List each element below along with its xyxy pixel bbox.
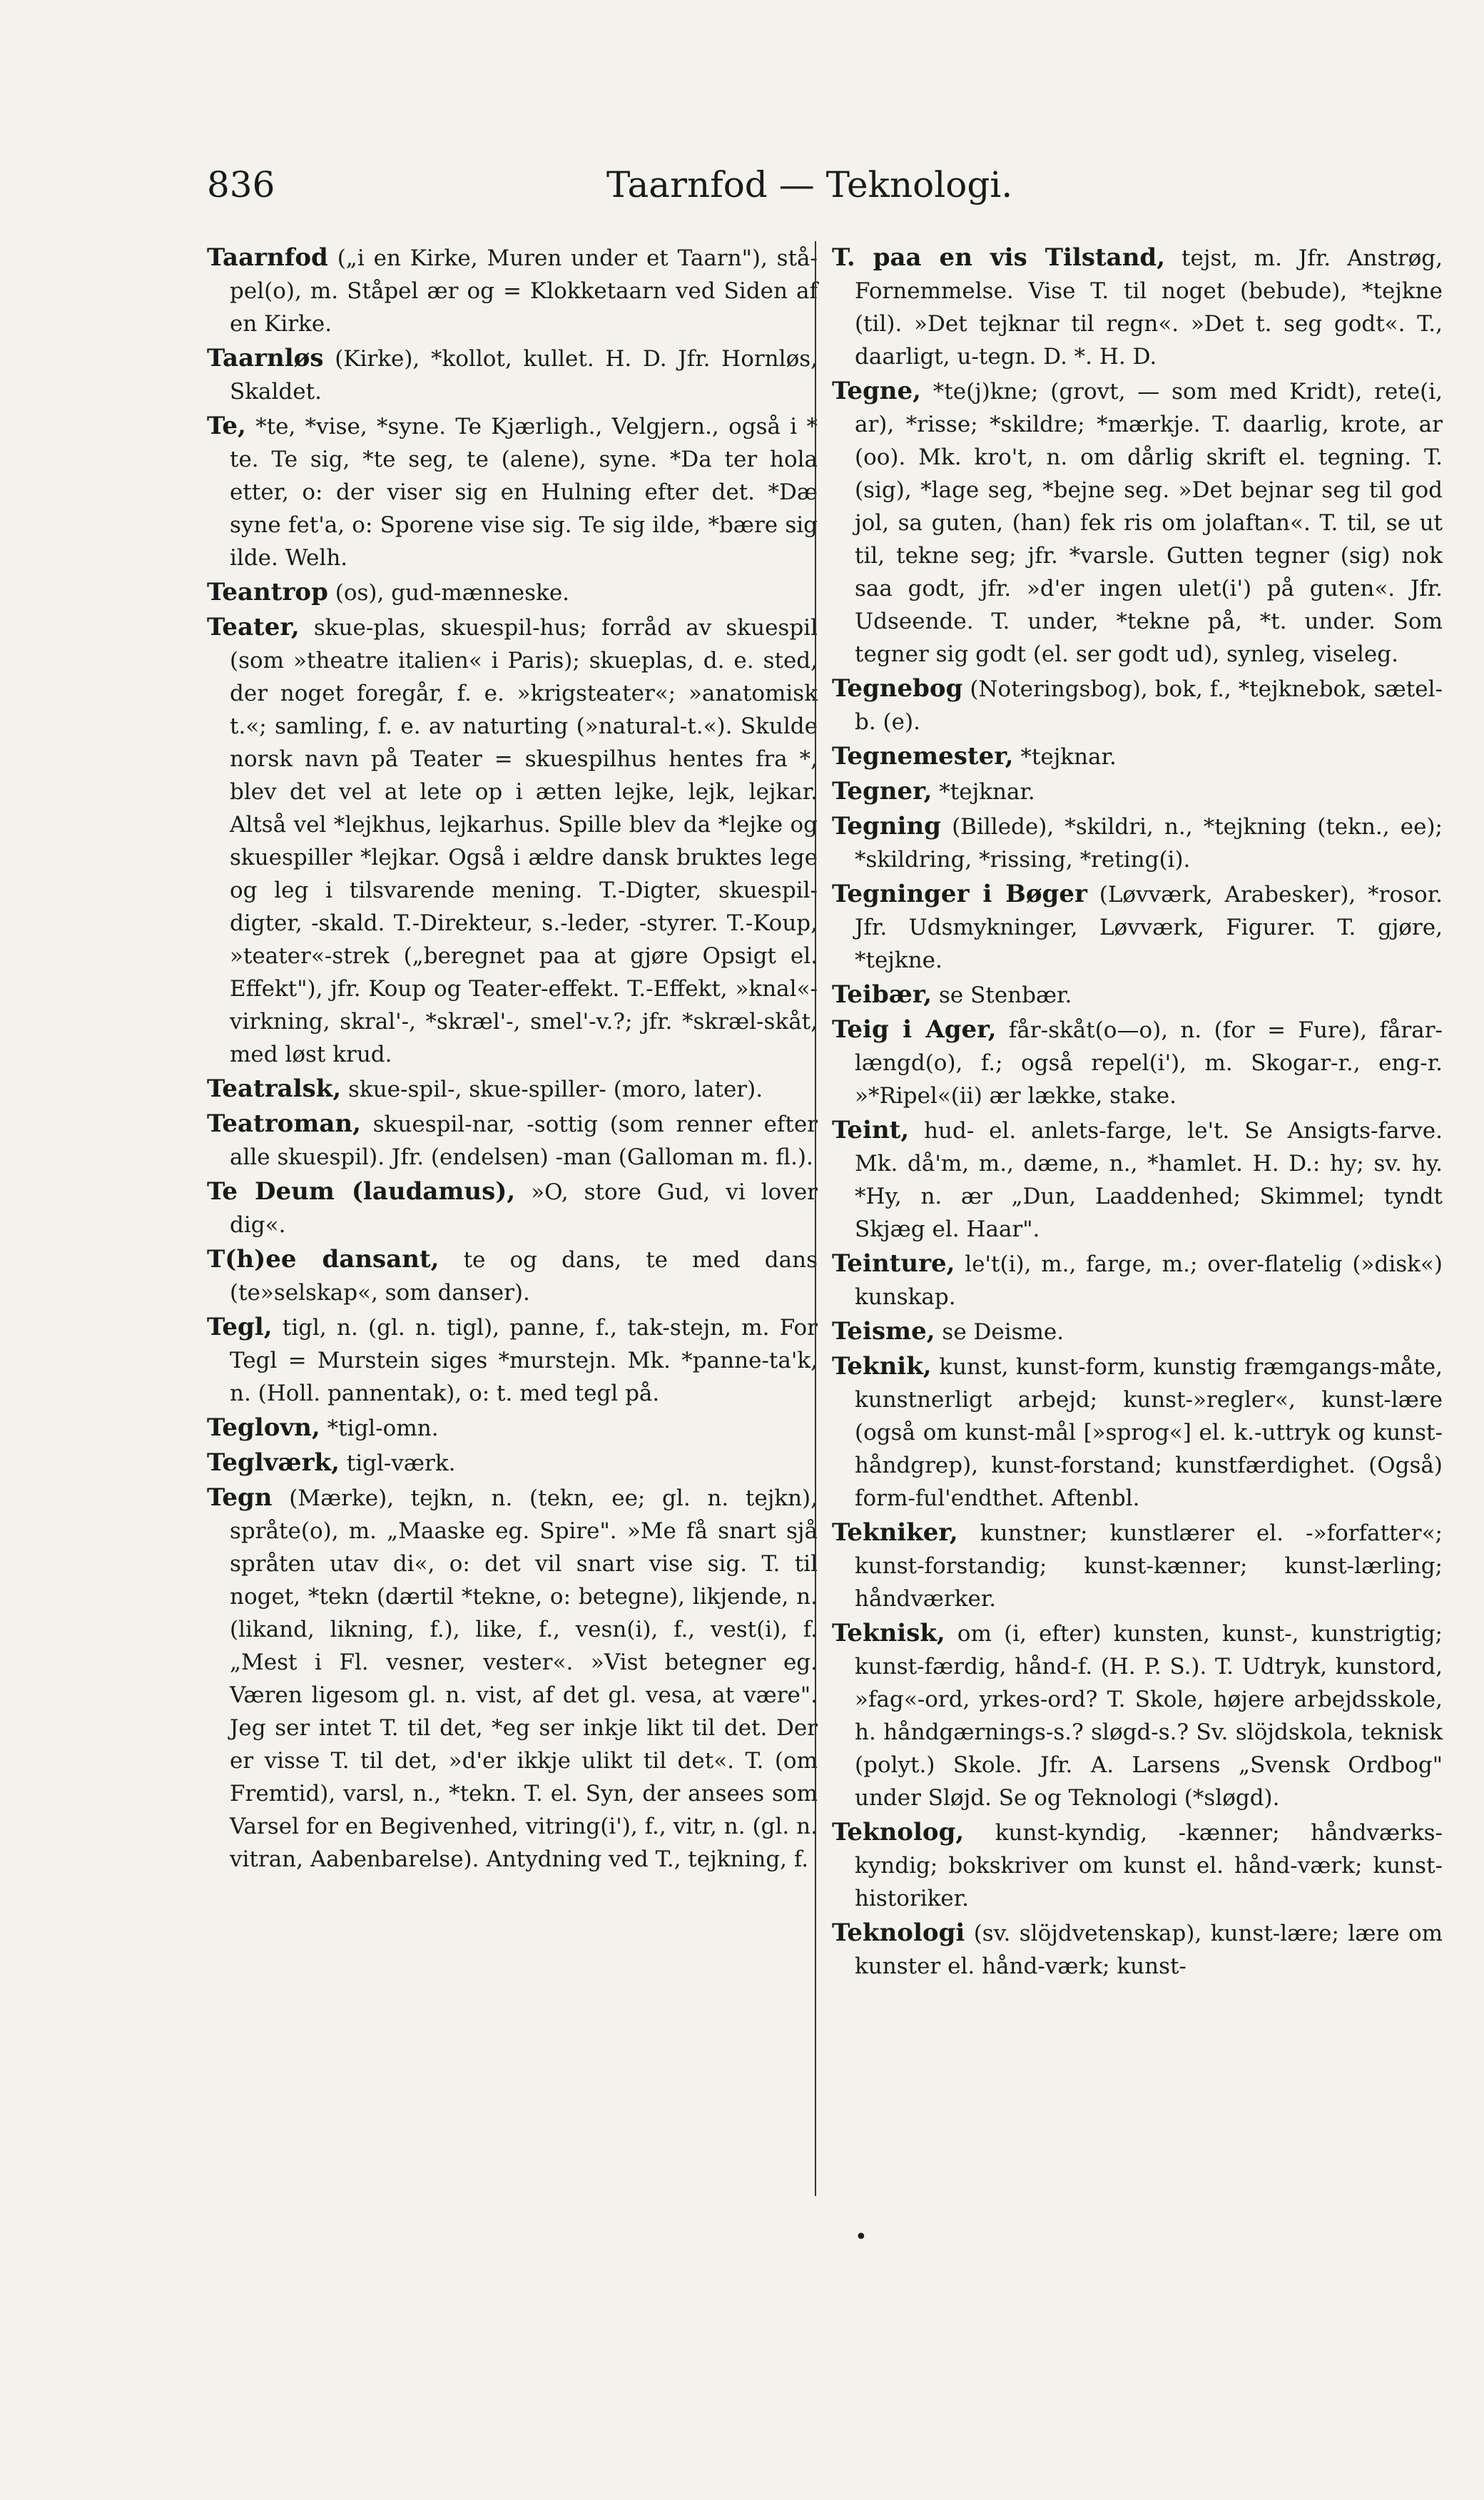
dictionary-entry [832,1516,1443,1615]
dictionary-entry [832,1247,1443,1313]
dictionary-entry [832,1114,1443,1246]
entry-definition: *te(j)kne; (grovt, — som med Kridt), rete(i, ar), *risse; *skildre; *mærkje. T. daarlig, krote, ar (oo). Mk. kro't, n. om dårlig skrift el. tegning. T. (sig), *lage seg, *bejne seg. »Det bejnar seg til god jol, sa guten, (han) fek ris om jolaftan«. T. til, se ut til, tekne seg; jfr. *varsle. Gutten tegner (sig) nok saa godt, jfr. »d'er ingen ulet(i') på guten«. Jfr. Udseende. T. under, *tekne på, *t. under. Som tegner sig godt (el. ser godt ud), synleg, viseleg. [855,379,1443,667]
entry-definition: se Deisme. [942,1319,1064,1345]
entry-headword: Teantrop [207,578,328,606]
entry-headword: Teatroman, [207,1109,361,1138]
dictionary-entry [207,1072,818,1106]
entry-headword: Taarnløs [207,344,324,372]
dictionary-entry [832,878,1443,977]
entry-headword: Teig i Ager, [832,1015,997,1044]
entry-headword: Teknolog, [832,1818,965,1846]
entry-headword: Teglværk, [207,1448,340,1477]
entry-headword: Teknik, [832,1352,932,1381]
entry-definition: (os), gud-mænneske. [335,580,570,606]
entry-definition: te og dans, te med dans (te»selskap«, som danser). [230,1247,818,1306]
dictionary-entry [207,576,818,609]
dictionary-entry [207,1175,818,1241]
entry-definition: »O, store Gud, vi lover dig«. [230,1179,818,1238]
page-header [207,153,1063,217]
entry-definition: tigl, n. (gl. n. tigl), panne, f., tak-stejn, m. For Tegl = Murstein siges *murstejn. Mk. *panne-ta'k, n. (Holl. pannentak), o: t. med tegl på. [230,1315,818,1406]
entry-definition: (Billede), *skildri, n., *tejkning (tekn., ee); *skildring, *rissing, *reting(i). [855,814,1443,873]
entry-headword: Tegne, [832,377,921,405]
dictionary-entry [832,1617,1443,1814]
dictionary-entry [832,1916,1443,1983]
entry-headword: Teglovn, [207,1413,320,1442]
dictionary-entry [832,810,1443,876]
entry-headword: Tegn [207,1483,273,1512]
dictionary-entry [207,1243,818,1309]
entry-headword: Teknologi [832,1919,965,1947]
entry-headword: Te Deum (laudamus), [207,1177,516,1206]
entry-definition: (Mærke), tejkn, n. (tekn, ee; gl. n. tejkn), språte(o), m. „Maaske eg. Spire". »Me få snart sjå språten utav di«, o: det vil snart vise sig. T. til noget, *tekn (dærtil *tekne, o: betegne), likjende, n. (likand, likning, f.), like, f., vesn(i), f., vest(i), f. „Mest i Fl. vesner, vester«. »Vist betegner eg. Væren ligesom gl. n. vist, af det gl. vesa, at være". Jeg ser intet T. til det, *eg ser inkje likt til det. Der er visse T. til det, »d'er ikkje ulikt til det«. T. (om Fremtid), varsl, n., *tekn. T. el. Syn, der ansees som Varsel for en Begivenhed, vitring(i'), f., vitr, n. (gl. n. vitran, Aabenbarelse). Antydning ved T., tejkning, f. [230,1485,818,1872]
entry-definition: se Stenbær. [939,982,1072,1008]
entry-headword: T(h)ee dansant, [207,1245,439,1274]
dictionary-entry [832,672,1443,738]
entry-headword: Tegnebog [832,674,963,703]
entry-definition: (Noteringsbog), bok, f., *tejknebok, sætel-b. (e). [855,676,1443,735]
entry-headword: Taarnfod [207,243,328,272]
dictionary-entry [832,1816,1443,1915]
entry-definition: tigl-værk. [346,1450,456,1476]
entry-headword: Tegl, [207,1313,273,1341]
right-column [832,241,1443,1984]
entry-definition: skue-spil-, skue-spiller- (moro, later). [348,1077,763,1102]
entry-headword: Tegninger i Bøger [832,880,1087,908]
entry-definition: *tigl-omn. [327,1416,439,1441]
entry-definition: hud- el. anlets-farge, le't. Se Ansigts-farve. Mk. då'm, m., dæme, n., *hamlet. H. D.: hy; sv. hy. *Hy, n. ær „Dun, Laaddenhed; Skimmel; tyndt Skjæg el. Haar". [855,1118,1443,1242]
entry-definition: skuespil-nar, -sottig (som renner efter alle skuespil). Jfr. (endelsen) -man (Galloman m. fl.). [230,1112,818,1170]
dictionary-entry [832,775,1443,808]
entry-definition: *tejknar. [1020,744,1117,770]
dictionary-entry [207,611,818,1071]
entry-definition: tejst, m. Jfr. Anstrøg, Fornemmelse. Vise T. til noget (bebude), *tejkne (til). »Det tejknar til regn«. »Det t. seg godt«. T., daarligt, u-tegn. D. *. H. D. [855,245,1443,370]
entry-definition: (Løvværk, Arabesker), *rosor. Jfr. Udsmykninger, Løvværk, Figurer. T. gjøre, *tejkne. [855,882,1443,973]
entry-definition: får-skåt(o—o), n. (for = Fure), fårar-længd(o), f.; også repel(i'), m. Skogar-r., eng-r. »*Ripel«(ii) ær lække, stake. [855,1017,1443,1109]
dictionary-entry [832,1315,1443,1348]
running-head: Taarnfod — Teknologi. [606,164,1013,205]
page-number: 836 [207,164,275,205]
entry-definition: („i en Kirke, Muren under et Taarn"), ståpel(o), m. Ståpel ær og = Klokketaarn ved Siden af en Kirke. [230,245,818,337]
entry-definition: *te, *vise, *syne. Te Kjærligh., Velgjern., også i * te. Te sig, *te seg, te (alene), syne. *Da ter hola etter, o: der viser sig en Hulning efter det. *Dæ syne fet'a, o: Sporene vise sig. Te sig ilde, *bære sig ilde. Welh. [230,414,818,571]
dictionary-entry [207,1446,818,1480]
dictionary-entry [207,1481,818,1876]
entry-headword: Teknisk, [832,1619,945,1647]
entry-headword: Tegnemester, [832,742,1014,771]
left-column [207,241,818,1877]
entry-definition: *tejknar. [939,779,1035,805]
entry-definition: (Kirke), *kollot, kullet. H. D. Jfr. Hornløs, Skaldet. [230,346,818,405]
entry-headword: Teint, [832,1116,910,1144]
entry-headword: Teibær, [832,980,932,1009]
entry-definition: kunstner; kunstlærer el. -»forfatter«; kunst-forstandig; kunst-kænner; kunst-lærling; håndværker. [855,1520,1443,1612]
entry-headword: Teatralsk, [207,1074,342,1103]
dictionary-entry [832,241,1443,373]
entry-headword: Te, [207,412,246,440]
dictionary-entry [832,375,1443,671]
entry-definition: om (i, efter) kunsten, kunst-, kunstrigtig; kunst-færdig, hånd-f. (H. P. S.). T. Udtryk, kunstord, »fag«-ord, yrkes-ord? T. Skole, højere arbejdsskole, h. håndgærnings-s.? sløgd-s.? Sv. slöjdskola, teknisk (polyt.) Skole. Jfr. A. Larsens „Svensk Ordbog" under Sløjd. Se og Teknologi (*sløgd). [855,1621,1443,1811]
entry-headword: Teater, [207,613,300,641]
dictionary-entry [207,1107,818,1174]
entry-definition: (sv. slöjdvetenskap), kunst-lære; lære om kunster el. hånd-værk; kunst- [855,1921,1443,1979]
entry-headword: Teisme, [832,1317,935,1346]
dictionary-entry [207,1411,818,1445]
entry-headword: Tegning [832,812,941,840]
dictionary-entry [832,978,1443,1012]
dictionary-entry [207,1311,818,1410]
entry-headword: Tegner, [832,777,932,806]
dictionary-entry [832,740,1443,773]
dictionary-entry [832,1350,1443,1515]
column-divider [815,241,816,2196]
dictionary-entry [207,410,818,574]
entry-headword: Tekniker, [832,1518,958,1547]
dictionary-entry [207,241,818,340]
dictionary-entry [207,342,818,408]
entry-definition: kunst, kunst-form, kunstig fræmgangs-måte, kunstnerligt arbejd; kunst-»regler«, kunst-lære (også om kunst-mål [»sprog«] el. k.-uttryk og kunst-håndgrep), kunst-forstand; kunstfærdighet. (Også) form-ful'endthet. Aftenbl. [855,1354,1443,1511]
entry-headword: T. paa en vis Tilstand, [832,243,1166,272]
footer-mark: • [855,2225,868,2250]
entry-definition: kunst-kyndig, -kænner; håndværks-kyndig; bokskriver om kunst el. hånd-værk; kunst-historiker. [855,1820,1443,1911]
entry-definition: le't(i), m., farge, m.; over-flatelig (»disk«) kunskap. [855,1251,1443,1310]
entry-headword: Teinture, [832,1249,955,1278]
dictionary-entry [832,1013,1443,1112]
entry-definition: skue-plas, skuespil-hus; forråd av skuespil (som »theatre italien« i Paris); skueplas, d. e. sted, der noget foregår, f. e. »krigsteater«; »anatomisk t.«; samling, f. e. av naturting (»natural-t.«). Skulde norsk navn på Teater = skuespilhus hentes fra *, blev det vel at lete op i ætten lejke, lejk, lejkar. Altså vel *lejkhus, lejkarhus. Spille blev da *lejke og skuespiller *lejkar. Også i ældre dansk bruktes lege og leg i tilsvarende mening. T.-Digter, skuespil-digter, -skald. T.-Direkteur, s.-leder, -styrer. T.-Koup, »teater«-strek („beregnet paa at gjøre Opsigt el. Effekt"), jfr. Koup og Teater-effekt. T.-Effekt, »knal«-virkning, skral'-, *skræl'-, smel'-v.?; jfr. *skræl-skåt, med løst krud. [230,615,818,1067]
